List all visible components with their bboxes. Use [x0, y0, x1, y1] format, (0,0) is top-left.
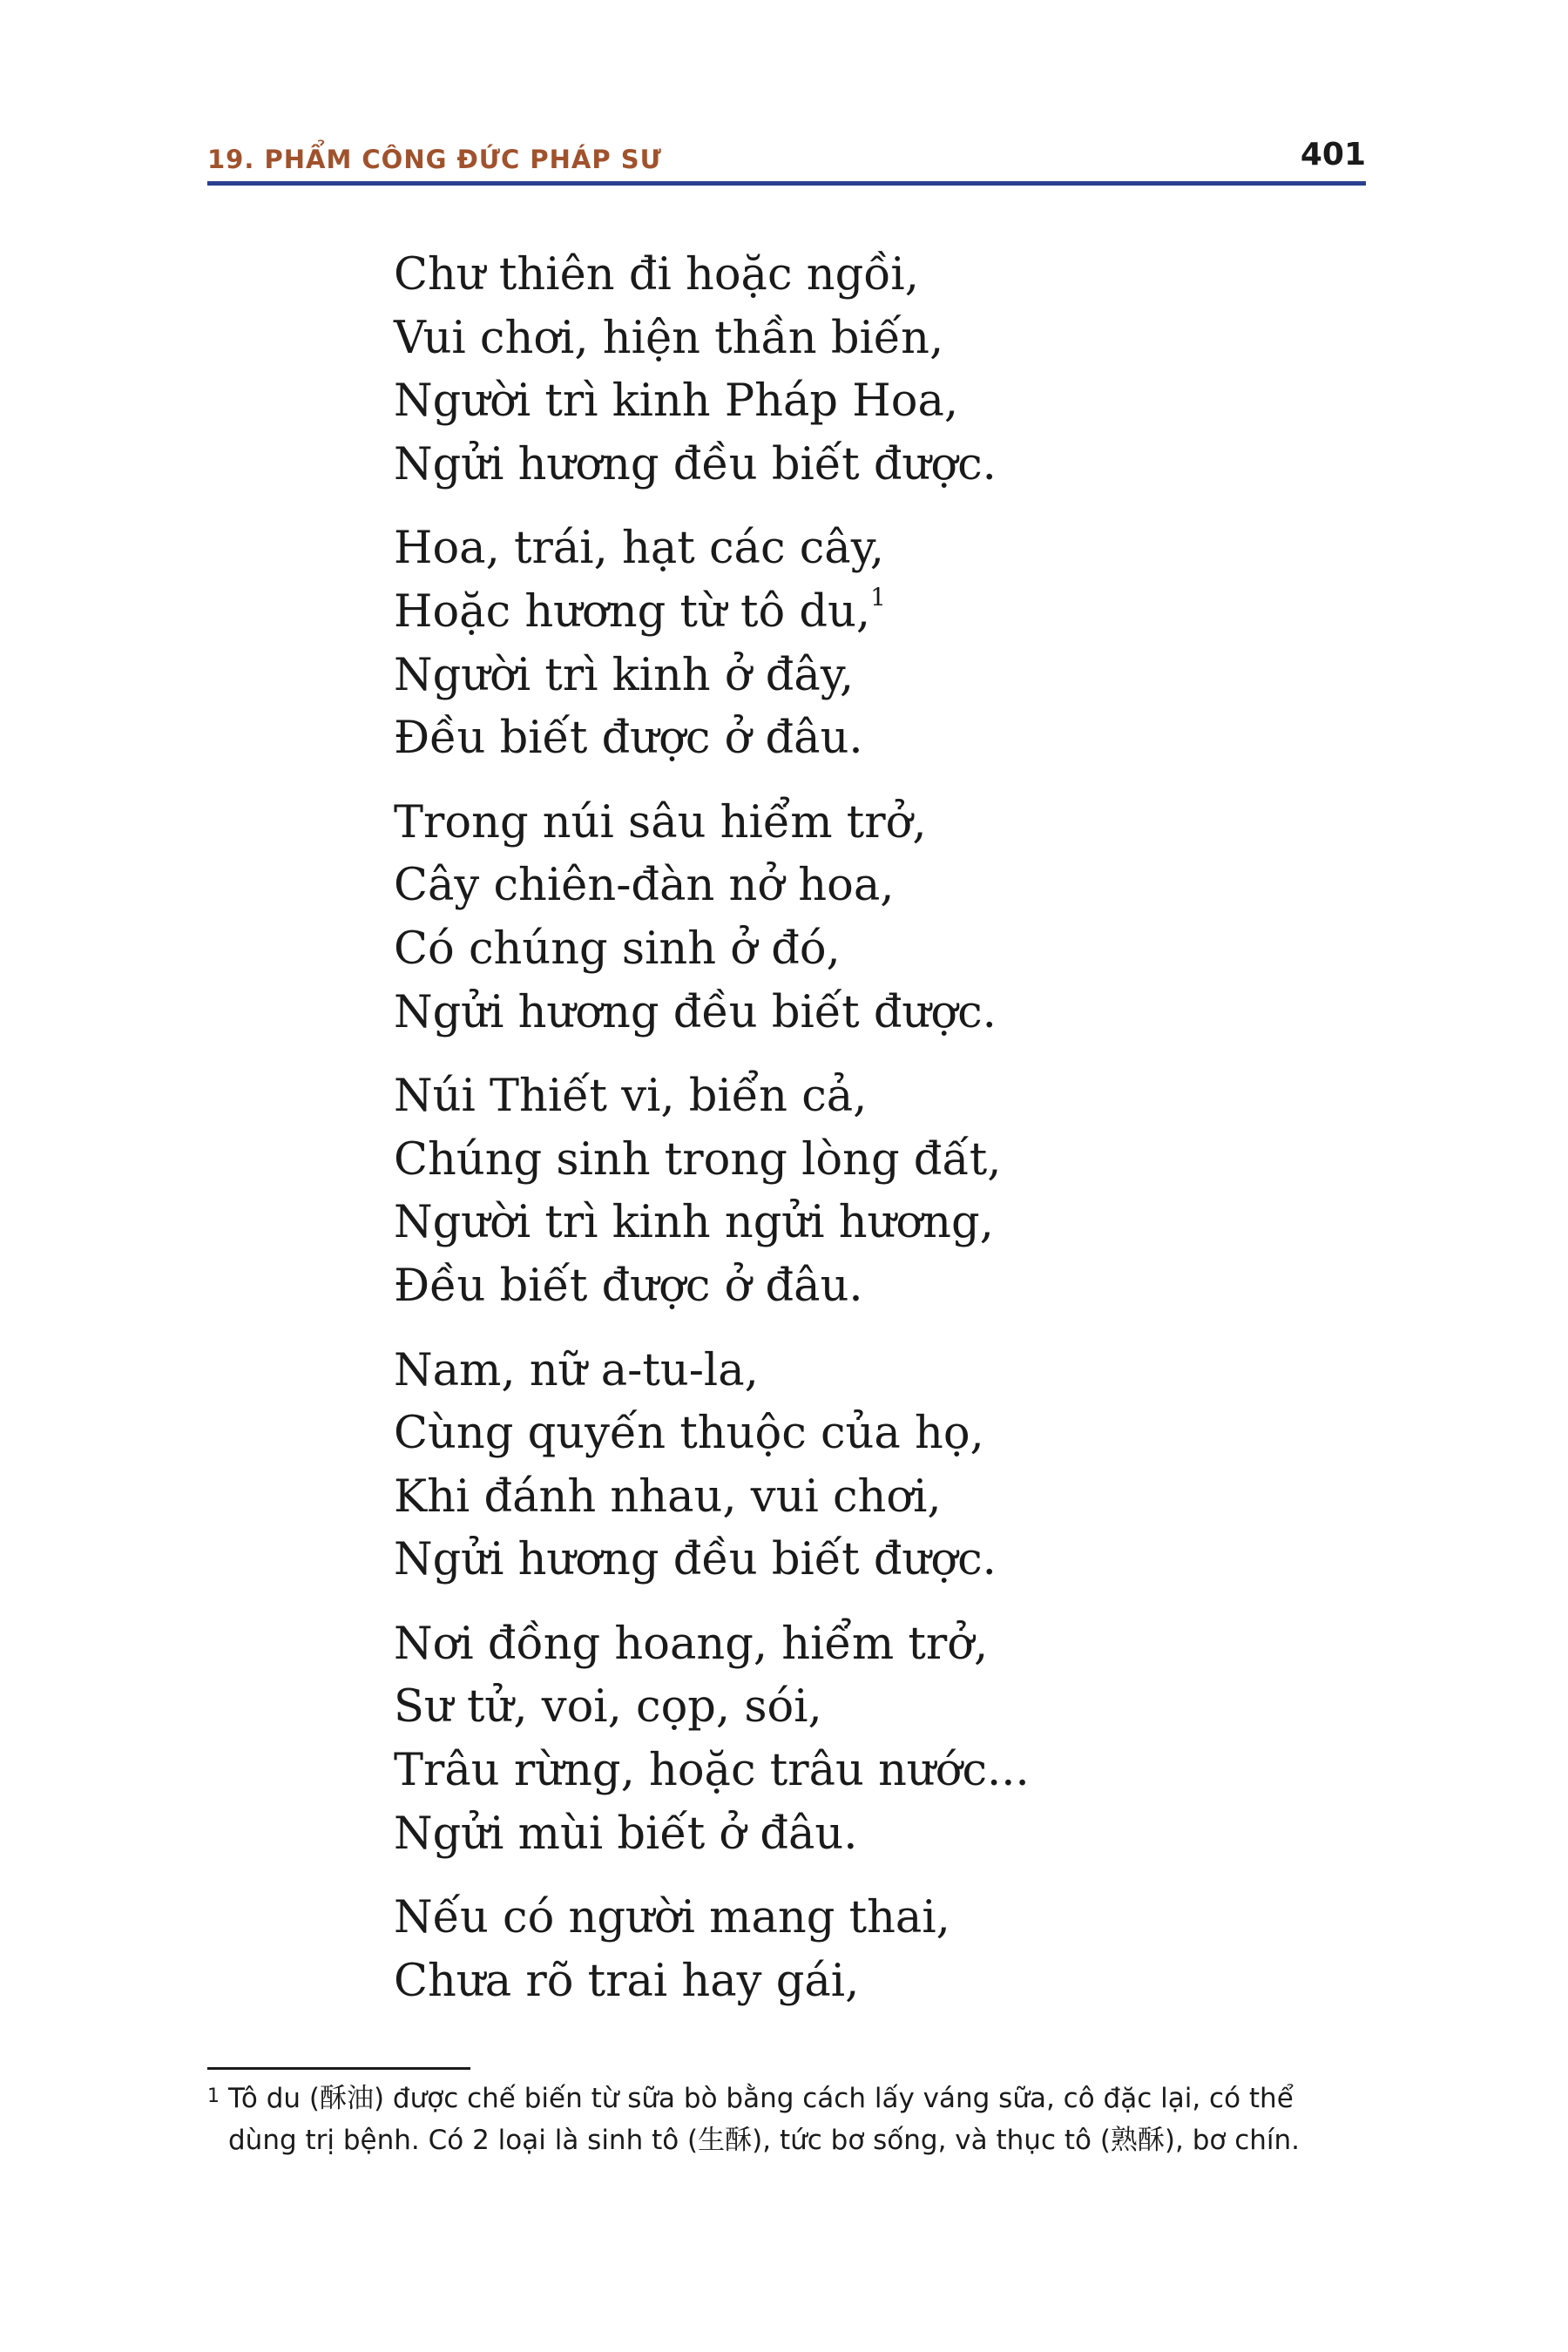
verse-line: Chưa rõ trai hay gái,	[394, 1955, 860, 2007]
poem	[394, 244, 1352, 2034]
verse-line: Trâu rừng, hoặc trâu nước...	[394, 1745, 1030, 1797]
verse-line	[394, 581, 1352, 645]
verse-line: Người trì kinh Pháp Hoa,	[394, 375, 959, 428]
stanza-3	[394, 792, 1352, 1044]
verse-line: Chư thiên đi hoặc ngồi,	[394, 249, 919, 301]
stanza-4	[394, 1065, 1352, 1318]
verse-line: Ngửi mùi biết ở đâu.	[394, 1808, 858, 1860]
verse-line: Chúng sinh trong lòng đất,	[394, 1133, 1002, 1186]
verse-line: Ngửi hương đều biết được.	[394, 438, 997, 490]
footnote	[207, 2078, 1375, 2161]
page-header	[207, 122, 1366, 186]
verse-line: Đều biết được ở đâu.	[394, 1260, 863, 1312]
page-number: 401	[1300, 137, 1366, 172]
verse-line: Nam, nữ a-tu-la,	[394, 1344, 759, 1396]
verse-line: Đều biết được ở đâu.	[394, 713, 863, 765]
verse-line: Cây chiên-đàn nở hoa,	[394, 860, 895, 912]
verse-line: Trong núi sâu hiểm trở,	[394, 796, 927, 848]
stanza-6	[394, 1613, 1352, 1866]
verse-text: Hoặc hương từ tô du,	[394, 585, 871, 638]
footnote-marker: 1	[207, 2085, 220, 2107]
stanza-7	[394, 1887, 1352, 2013]
verse-line: Nếu có người mang thai,	[394, 1892, 950, 1944]
verse-line: Người trì kinh ở đây,	[394, 649, 855, 701]
verse-line: Cùng quyến thuộc của họ,	[394, 1408, 984, 1460]
verse-line: Sư tử, voi, cọp, sói,	[394, 1681, 822, 1734]
verse-line: Hoa, trái, hạt các cây,	[394, 523, 884, 575]
stanza-2	[394, 517, 1352, 770]
footnote-text-2: dùng trị bệnh. Có 2 loại là sinh tô (生酥), tức bơ sống, và thục tô (熟酥), bơ chín.	[228, 2125, 1301, 2156]
verse-line: Nơi đồng hoang, hiểm trở,	[394, 1618, 989, 1670]
footnote-reference[interactable]: 1	[870, 582, 886, 612]
stanza-5	[394, 1340, 1352, 1592]
verse-line: Khi đánh nhau, vui chơi,	[394, 1470, 942, 1523]
verse-line: Người trì kinh ngửi hương,	[394, 1197, 994, 1249]
stanza-1	[394, 244, 1352, 497]
verse-line: Vui chơi, hiện thần biến,	[394, 312, 944, 364]
verse-line: Ngửi hương đều biết được.	[394, 986, 997, 1038]
verse-line: Có chúng sinh ở đó,	[394, 923, 841, 975]
chapter-title: 19. PHẨM CÔNG ĐỨC PHÁP SƯ	[207, 145, 662, 174]
footnote-line-1	[207, 2078, 1375, 2119]
footnote-divider	[207, 2067, 470, 2070]
verse-line: Ngửi hương đều biết được.	[394, 1534, 997, 1586]
verse-line: Núi Thiết vi, biển cả,	[394, 1071, 868, 1123]
footnote-text-1: Tô du (酥油) được chế biến từ sữa bò bằng cách lấy váng sữa, cô đặc lại, có thể	[228, 2083, 1294, 2114]
